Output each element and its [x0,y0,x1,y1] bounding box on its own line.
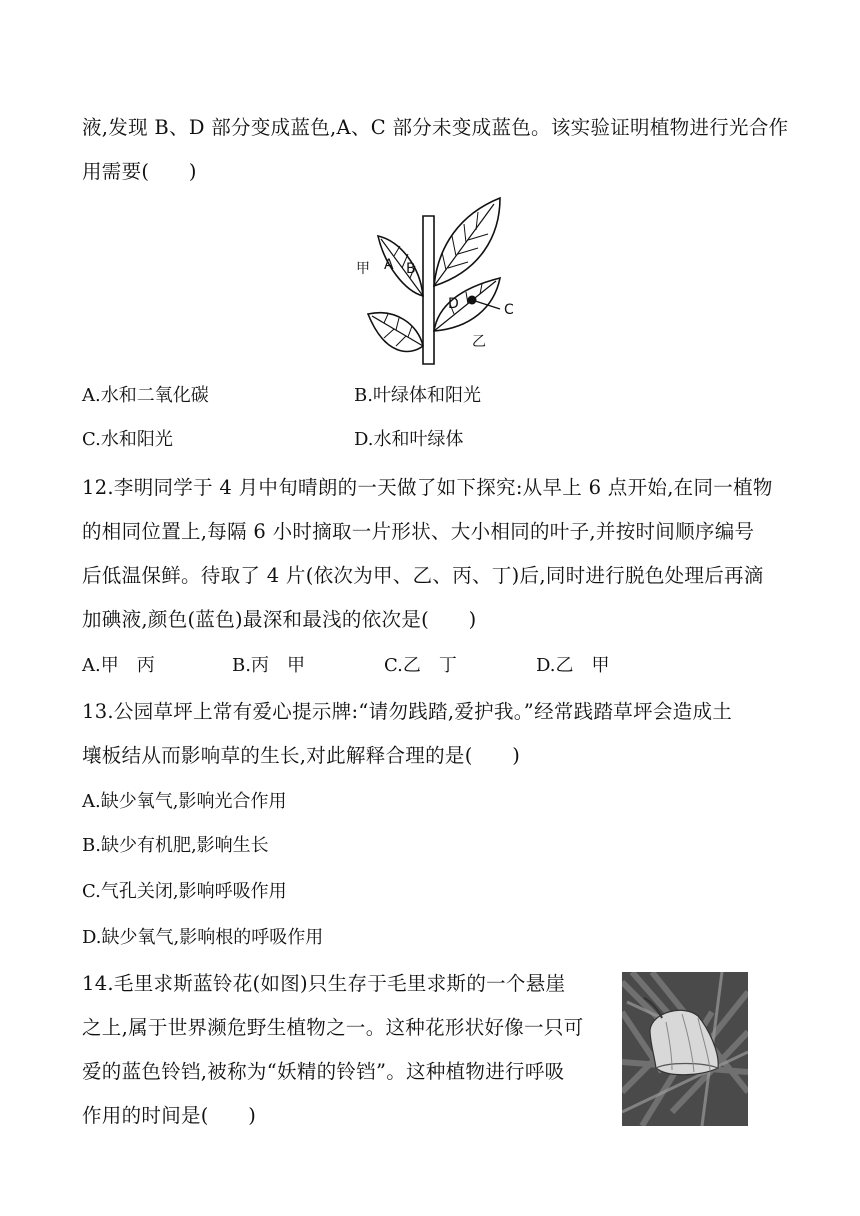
label-a: A [384,257,394,273]
q13-text-line-1: 13.公园草坪上常有爱心提示牌:“请勿践踏,爱护我。”经常践踏草坪会造成土 [82,700,733,723]
q12-option-c: C.乙 丁 [384,655,457,676]
q11-option-a: A.水和二氧化碳 [82,385,209,406]
q14-text-line-1: 14.毛里求斯蓝铃花(如图)只生存于毛里求斯的一个悬崖 [82,972,566,995]
label-yi: 乙 [472,334,486,350]
q12-text-line-3: 后低温保鲜。待取了 4 片(依次为甲、乙、丙、丁)后,同时进行脱色处理后再滴 [82,564,764,587]
q13-option-a: A.缺少氧气,影响光合作用 [82,791,287,812]
q12-text-line-4: 加碘液,颜色(蓝色)最深和最浅的依次是( ) [82,608,477,631]
q13-option-d: D.缺少氧气,影响根的呼吸作用 [82,927,324,948]
q14-text-line-4: 作用的时间是( ) [82,1104,257,1127]
q11-option-d: D.水和叶绿体 [354,429,464,450]
label-jia: 甲 [356,261,370,277]
q11-text-line-1: 液,发现 B、D 部分变成蓝色,A、C 部分未变成蓝色。该实验证明植物进行光合作 [82,116,789,139]
leaf-lower-left [368,313,423,352]
q12-text-line-2: 的相同位置上,每隔 6 小时摘取一片形状、大小相同的叶子,并按时间顺序编号 [82,520,755,543]
label-b: B [406,261,416,277]
bluebell-flower-photo [622,972,748,1126]
leaf-top-right [434,198,500,286]
plant-stem [423,216,434,364]
q13-option-b: B.缺少有机肥,影响生长 [82,835,269,856]
q11-option-b: B.叶绿体和阳光 [354,385,481,406]
q11-option-c: C.水和阳光 [82,429,173,450]
leaf-yi [434,278,500,331]
q11-text-line-2: 用需要( ) [82,160,197,183]
q12-option-a: A.甲 丙 [82,655,155,676]
q12-text-line-1: 12.李明同学于 4 月中旬晴朗的一天做了如下探究:从早上 6 点开始,在同一植物 [82,476,773,499]
q13-text-line-2: 壤板结从而影响草的生长,对此解释合理的是( ) [82,744,521,767]
label-c: C [504,302,514,318]
q12-option-d: D.乙 甲 [536,655,610,676]
plant-leaf-diagram [350,196,530,366]
q12-option-b: B.丙 甲 [232,655,305,676]
label-d: D [448,296,459,312]
q13-option-c: C.气孔关闭,影响呼吸作用 [82,881,287,902]
q14-text-line-2: 之上,属于世界濒危野生植物之一。这种花形状好像一只可 [82,1016,584,1039]
q14-text-line-3: 爱的蓝色铃铛,被称为“妖精的铃铛”。这种植物进行呼吸 [82,1060,565,1083]
